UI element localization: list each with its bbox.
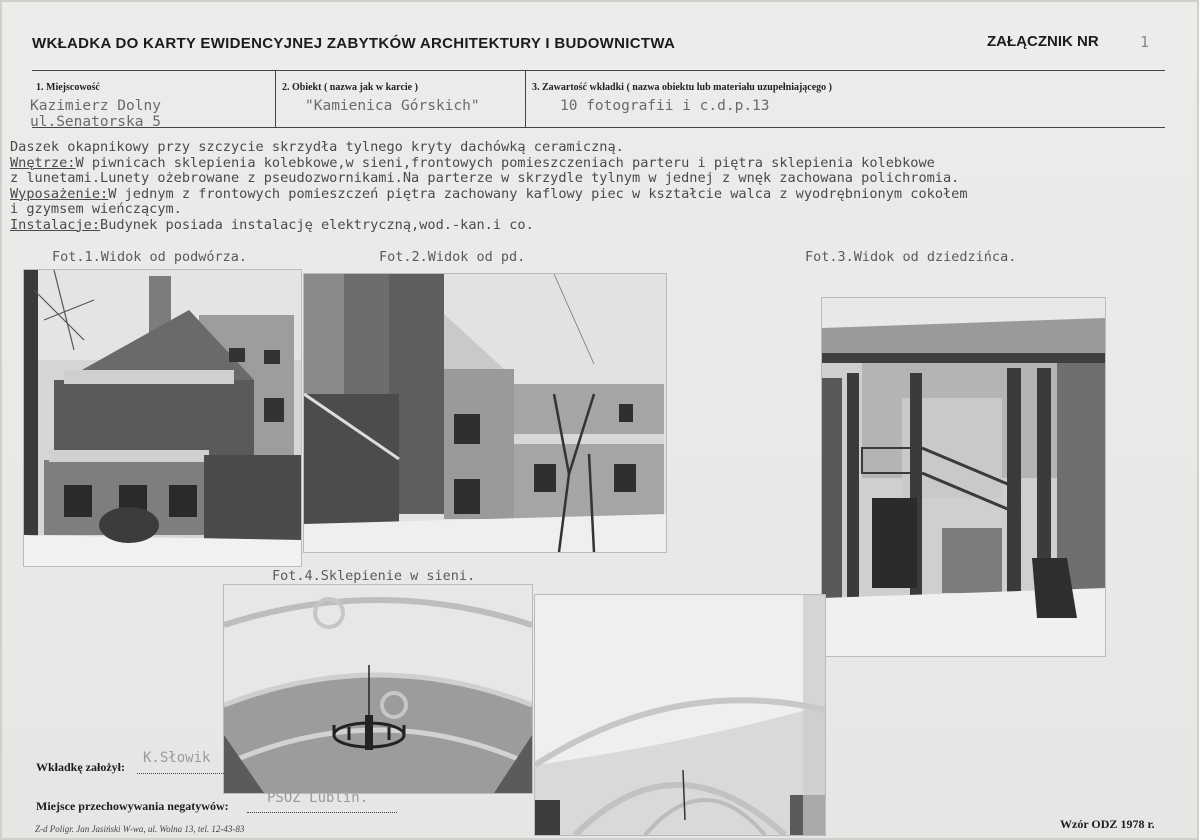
place-value-line1: Kazimierz Dolny	[30, 98, 161, 114]
field-divider-2	[525, 70, 526, 127]
place-value	[30, 98, 161, 130]
printer-imprint: Z-d Poligr. Jan Jasiński W-wa, ul. Wolna 13, tel. 12-43-83	[35, 824, 245, 834]
caption-photo4: Fot.4.Sklepienie w sieni.	[272, 568, 476, 584]
description-line5: i gzymsem wieńczącym.	[10, 201, 182, 217]
equipment-heading: Wyposażenie:	[10, 185, 109, 202]
place-value-line2: ul.Senatorska 5	[30, 114, 161, 130]
description-line3: z lunetami.Lunety ożebrowane z pseudozwornikami.Na parterze w skrzydle tylnym w jednej z wnęk zachowana polichromia.	[10, 170, 960, 186]
founder-label: Wkładkę założył:	[36, 760, 125, 774]
photo-5-front-room-vault	[535, 595, 825, 835]
description-line6: Budynek posiada instalację elektryczną,wod.-kan.i co.	[100, 216, 534, 233]
object-label: 2. Obiekt ( nazwa jak w karcie )	[282, 82, 418, 93]
photo-1-courtyard	[24, 270, 301, 566]
header-rule-bottom	[32, 127, 1165, 128]
description-text	[10, 140, 1199, 233]
annex-label: ZAŁĄCZNIK NR	[987, 33, 1099, 50]
form-model: Wzór ODZ 1978 r.	[1060, 817, 1155, 831]
negatives-dotted-line	[247, 811, 397, 813]
caption-photo3: Fot.3.Widok od dziedzińca.	[805, 249, 1017, 265]
annex-number: 1	[1140, 33, 1150, 51]
place-label: 1. Miejscowość	[36, 82, 100, 93]
caption-photo2: Fot.2.Widok od pd.	[379, 249, 526, 265]
founder-value: K.Słowik	[143, 750, 211, 766]
contents-label: 3. Zawartość wkładki ( nazwa obiektu lub materiału uzupełniającego )	[532, 82, 833, 93]
photo-3-courtyard-gallery	[822, 298, 1105, 656]
caption-photo1: Fot.1.Widok od podwórza.	[52, 249, 248, 265]
description-line4: W jednym z frontowych pomieszczeń piętra zachowany kaflowy piec w kształcie walca z wyodrębnionym cokołem	[108, 185, 968, 202]
document-title: WKŁADKA DO KARTY EWIDENCYJNEJ ZABYTKÓW ARCHITEKTURY I BUDOWNICTWA	[32, 35, 676, 52]
description-line1: Daszek okapnikowy przy szczycie skrzydła tylnego kryty dachówką ceramiczną.	[10, 139, 624, 155]
photo-4-hallway-vault	[224, 585, 532, 793]
interior-heading: Wnętrze:	[10, 154, 76, 171]
header-rule-top	[32, 70, 1165, 71]
field-divider-1	[275, 70, 276, 127]
object-value: "Kamienica Górskich"	[305, 98, 480, 114]
contents-value: 10 fotografii i c.d.p.13	[560, 98, 770, 114]
founder-dotted-line	[137, 772, 224, 774]
negatives-label: Miejsce przechowywania negatywów:	[36, 799, 229, 813]
photo-2-south-view	[304, 274, 666, 552]
negatives-value: PSOZ Lublin.	[267, 790, 369, 806]
install-heading: Instalacje:	[10, 216, 101, 233]
description-line2: W piwnicach sklepienia kolebkowe,w sieni,frontowych pomieszczeniach parteru i piętra sklepienia kolebkowe	[75, 154, 935, 171]
